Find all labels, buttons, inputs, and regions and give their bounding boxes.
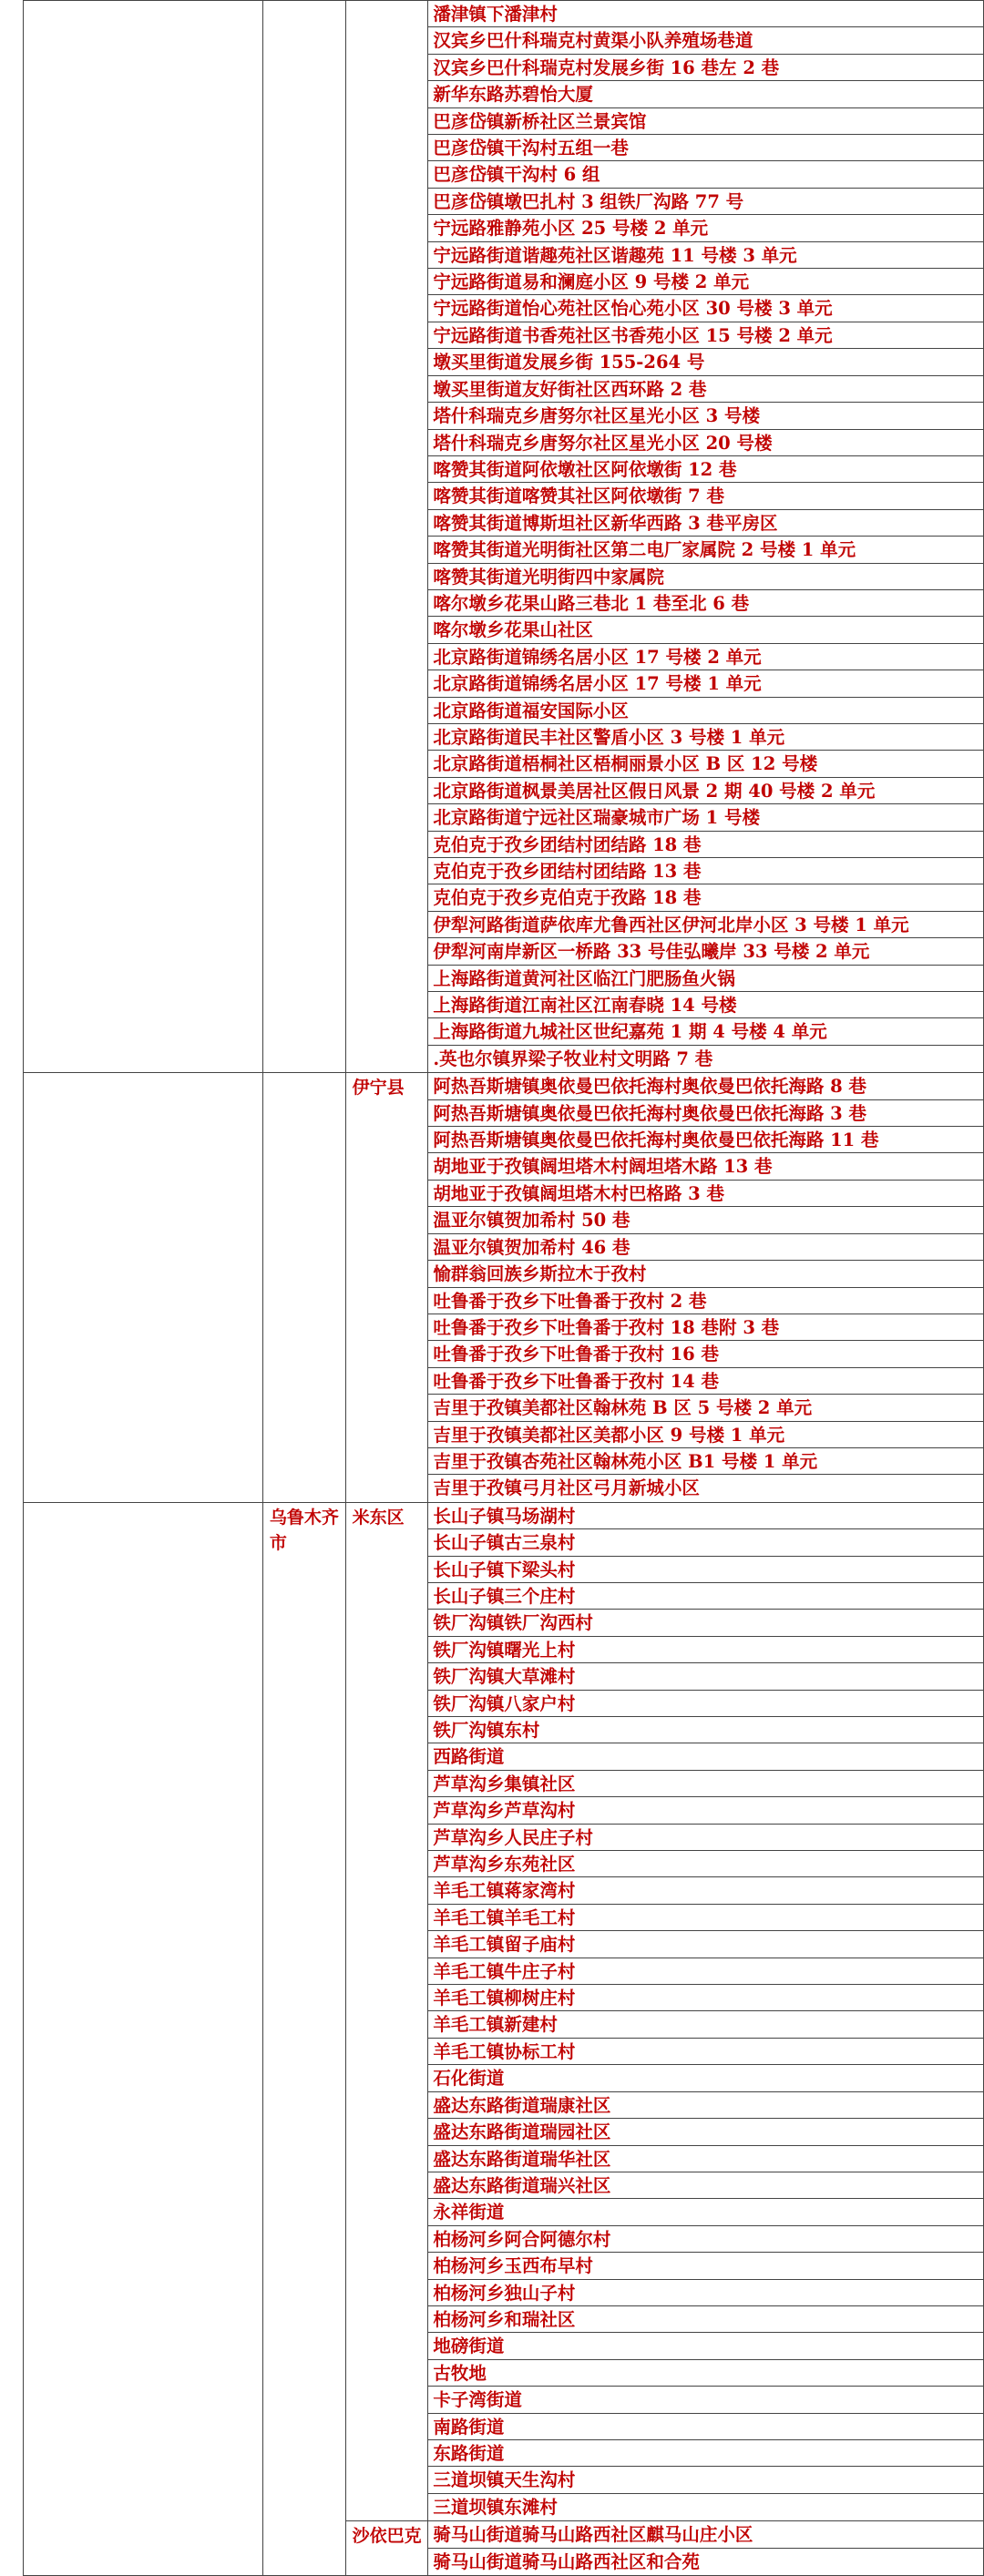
- address-row: 墩买里街道友好街社区西环路 2 巷: [428, 376, 983, 403]
- address-row: 汉宾乡巴什科瑞克村黄渠小队养殖场巷道: [428, 27, 983, 54]
- address-row: 克伯克于孜乡团结村团结路 18 巷: [428, 832, 983, 858]
- address-row: 阿热吾斯塘镇奥依曼巴依托海村奥依曼巴依托海路 8 巷: [428, 1073, 983, 1099]
- address-list-d: [428, 2521, 984, 2576]
- address-row: 芦草沟乡东苑社区: [428, 1851, 983, 1877]
- address-row: 吐鲁番于孜乡下吐鲁番于孜村 18 巷附 3 巷: [428, 1314, 983, 1341]
- city-cell: [262, 1073, 345, 1503]
- address-row: 巴彦岱镇干沟村五组一巷: [428, 135, 983, 161]
- address-row: 永祥街道: [428, 2199, 983, 2225]
- address-row: .英也尔镇界梁子牧业村文明路 7 巷: [433, 1048, 713, 1069]
- district-label: 伊宁县: [345, 1073, 428, 1503]
- address-row: 温亚尔镇贺加希村 46 巷: [428, 1234, 983, 1261]
- address-row: 东路街道: [428, 2440, 983, 2467]
- address-row: 吉里于孜镇弓月社区弓月新城小区: [433, 1477, 700, 1499]
- address-row: 卡子湾街道: [428, 2387, 983, 2413]
- address-row: 柏杨河乡阿合阿德尔村: [428, 2226, 983, 2253]
- address-row: 南路街道: [428, 2414, 983, 2440]
- city-label: 乌鲁木齐市: [262, 1502, 345, 2575]
- address-row: 北京路街道锦绣名居小区 17 号楼 2 单元: [428, 644, 983, 670]
- address-row: 长山子镇古三泉村: [428, 1529, 983, 1556]
- address-row: 北京路街道宁远社区瑞豪城市广场 1 号楼: [428, 804, 983, 831]
- address-table-page: [23, 0, 984, 2576]
- address-row: 潘津镇下潘津村: [428, 1, 983, 27]
- address-row: 铁厂沟镇铁厂沟西村: [428, 1610, 983, 1636]
- address-list-c: [428, 1502, 984, 2520]
- address-row: 古牧地: [428, 2360, 983, 2387]
- address-table: [23, 0, 984, 2576]
- address-row: 吐鲁番于孜乡下吐鲁番于孜村 16 巷: [428, 1341, 983, 1367]
- address-row: 上海路街道九城社区世纪嘉苑 1 期 4 号楼 4 单元: [428, 1018, 983, 1045]
- address-row: 地磅街道: [428, 2333, 983, 2359]
- address-row: 铁厂沟镇曙光上村: [428, 1637, 983, 1663]
- address-row: 上海路街道黄河社区临江门肥肠鱼火锅: [428, 966, 983, 992]
- address-row: 克伯克于孜乡团结村团结路 13 巷: [428, 858, 983, 884]
- address-row: 喀尔墩乡花果山社区: [428, 617, 983, 643]
- address-row: 伊犁河南岸新区一桥路 33 号佳弘曦岸 33 号楼 2 单元: [428, 938, 983, 965]
- address-row: 喀赞其街道喀赞其社区阿依墩街 7 巷: [428, 483, 983, 509]
- address-row: 新华东路苏碧怡大厦: [428, 81, 983, 107]
- table-block-b: [24, 1073, 984, 1503]
- address-row: 北京路街道锦绣名居小区 17 号楼 1 单元: [428, 670, 983, 697]
- address-row: 喀赞其街道博斯坦社区新华西路 3 巷平房区: [428, 510, 983, 537]
- address-row: 北京路街道福安国际小区: [428, 698, 983, 724]
- address-row: 吉里于孜镇杏苑社区翰林苑小区 B1 号楼 1 单元: [428, 1448, 983, 1475]
- address-row: 盛达东路街道瑞园社区: [428, 2119, 983, 2145]
- address-row: 柏杨河乡独山子村: [428, 2280, 983, 2306]
- address-row: 长山子镇下梁头村: [428, 1557, 983, 1583]
- district-label: 米东区: [345, 1502, 428, 2520]
- table-block-a: [24, 1, 984, 1073]
- address-row: 阿热吾斯塘镇奥依曼巴依托海村奥依曼巴依托海路 3 巷: [428, 1100, 983, 1127]
- address-row: 宁远路雅静苑小区 25 号楼 2 单元: [428, 215, 983, 241]
- address-row: 羊毛工镇羊毛工村: [428, 1905, 983, 1931]
- address-row: 羊毛工镇牛庄子村: [428, 1958, 983, 1985]
- address-row: 塔什科瑞克乡唐努尔社区星光小区 3 号楼: [428, 403, 983, 429]
- address-row: 芦草沟乡人民庄子村: [428, 1825, 983, 1851]
- address-row: 三道坝镇东滩村: [433, 2496, 558, 2518]
- address-row: 骑马山街道骑马山路西社区麒马山庄小区: [428, 2521, 983, 2548]
- address-row: 吐鲁番于孜乡下吐鲁番于孜村 2 巷: [428, 1288, 983, 1314]
- address-row: 北京路街道民丰社区警盾小区 3 号楼 1 单元: [428, 724, 983, 751]
- address-row: 三道坝镇天生沟村: [428, 2467, 983, 2493]
- address-row: 吉里于孜镇美都社区翰林苑 B 区 5 号楼 2 单元: [428, 1395, 983, 1421]
- address-row: 巴彦岱镇墩巴扎村 3 组铁厂沟路 77 号: [428, 189, 983, 215]
- address-row: 柏杨河乡玉西布早村: [428, 2253, 983, 2279]
- address-row: 羊毛工镇留子庙村: [428, 1931, 983, 1958]
- address-row: 羊毛工镇蒋家湾村: [428, 1877, 983, 1904]
- table-block-c: [24, 1502, 984, 2520]
- address-row: 宁远路街道易和澜庭小区 9 号楼 2 单元: [428, 269, 983, 295]
- address-row: 羊毛工镇柳树庄村: [428, 1985, 983, 2011]
- address-list-b: [428, 1073, 984, 1503]
- address-row: 骑马山街道骑马山路西社区和合苑: [433, 2550, 700, 2572]
- address-row: 吉里于孜镇美都社区美都小区 9 号楼 1 单元: [428, 1422, 983, 1448]
- address-row: 盛达东路街道瑞华社区: [428, 2146, 983, 2172]
- address-row: 柏杨河乡和瑞社区: [428, 2306, 983, 2333]
- address-row: 北京路街道枫景美居社区假日风景 2 期 40 号楼 2 单元: [428, 778, 983, 804]
- address-row: 愉群翁回族乡斯拉木于孜村: [428, 1261, 983, 1287]
- address-row: 吐鲁番于孜乡下吐鲁番于孜村 14 巷: [428, 1368, 983, 1395]
- city-cell: [262, 1, 345, 1073]
- address-row: 阿热吾斯塘镇奥依曼巴依托海村奥依曼巴依托海路 11 巷: [428, 1127, 983, 1153]
- address-row: 喀尔墩乡花果山路三巷北 1 巷至北 6 巷: [428, 590, 983, 617]
- address-row: 长山子镇马场湖村: [428, 1503, 983, 1529]
- address-row: 北京路街道梧桐社区梧桐丽景小区 B 区 12 号楼: [428, 751, 983, 777]
- address-row: 宁远路街道书香苑社区书香苑小区 15 号楼 2 单元: [428, 322, 983, 349]
- address-row: 墩买里街道发展乡街 155-264 号: [428, 349, 983, 375]
- address-row: 羊毛工镇新建村: [428, 2011, 983, 2038]
- address-row: 西路街道: [428, 1743, 983, 1770]
- address-row: 胡地亚于孜镇阔坦塔木村阔坦塔木路 13 巷: [428, 1153, 983, 1180]
- district-cell: [345, 1, 428, 1073]
- address-row: 喀赞其街道阿依墩社区阿依墩街 12 巷: [428, 456, 983, 483]
- region-cell: [24, 1502, 263, 2575]
- address-row: 塔什科瑞克乡唐努尔社区星光小区 20 号楼: [428, 430, 983, 456]
- address-list-a: [428, 1, 984, 1073]
- address-row: 盛达东路街道瑞康社区: [428, 2092, 983, 2119]
- address-row: 芦草沟乡芦草沟村: [428, 1797, 983, 1824]
- address-row: 汉宾乡巴什科瑞克村发展乡街 16 巷左 2 巷: [428, 55, 983, 81]
- address-row: 上海路街道江南社区江南春晓 14 号楼: [428, 992, 983, 1018]
- address-row: 石化街道: [428, 2065, 983, 2091]
- address-row: 铁厂沟镇大草滩村: [428, 1663, 983, 1690]
- address-row: 喀赞其街道光明街社区第二电厂家属院 2 号楼 1 单元: [428, 537, 983, 563]
- address-row: 温亚尔镇贺加希村 50 巷: [428, 1207, 983, 1233]
- region-cell: [24, 1073, 263, 1503]
- address-row: 宁远路街道怡心苑社区怡心苑小区 30 号楼 3 单元: [428, 295, 983, 322]
- address-row: 巴彦岱镇干沟村 6 组: [428, 161, 983, 188]
- address-row: 羊毛工镇协标工村: [428, 2039, 983, 2065]
- address-row: 伊犁河路街道萨依库尤鲁西社区伊河北岸小区 3 号楼 1 单元: [428, 912, 983, 938]
- address-row: 盛达东路街道瑞兴社区: [428, 2172, 983, 2199]
- address-row: 喀赞其街道光明街四中家属院: [428, 564, 983, 590]
- region-cell: [24, 1, 263, 1073]
- address-row: 胡地亚于孜镇阔坦塔木村巴格路 3 巷: [428, 1181, 983, 1207]
- address-row: 铁厂沟镇东村: [428, 1717, 983, 1743]
- address-row: 芦草沟乡集镇社区: [428, 1771, 983, 1797]
- address-row: 宁远路街道谐趣苑社区谐趣苑 11 号楼 3 单元: [428, 242, 983, 269]
- address-row: 克伯克于孜乡克伯克于孜路 18 巷: [428, 884, 983, 911]
- address-row: 长山子镇三个庄村: [428, 1583, 983, 1610]
- district-label: 沙依巴克: [345, 2521, 428, 2576]
- address-row: 巴彦岱镇新桥社区兰景宾馆: [428, 108, 983, 135]
- address-row: 铁厂沟镇八家户村: [428, 1691, 983, 1717]
